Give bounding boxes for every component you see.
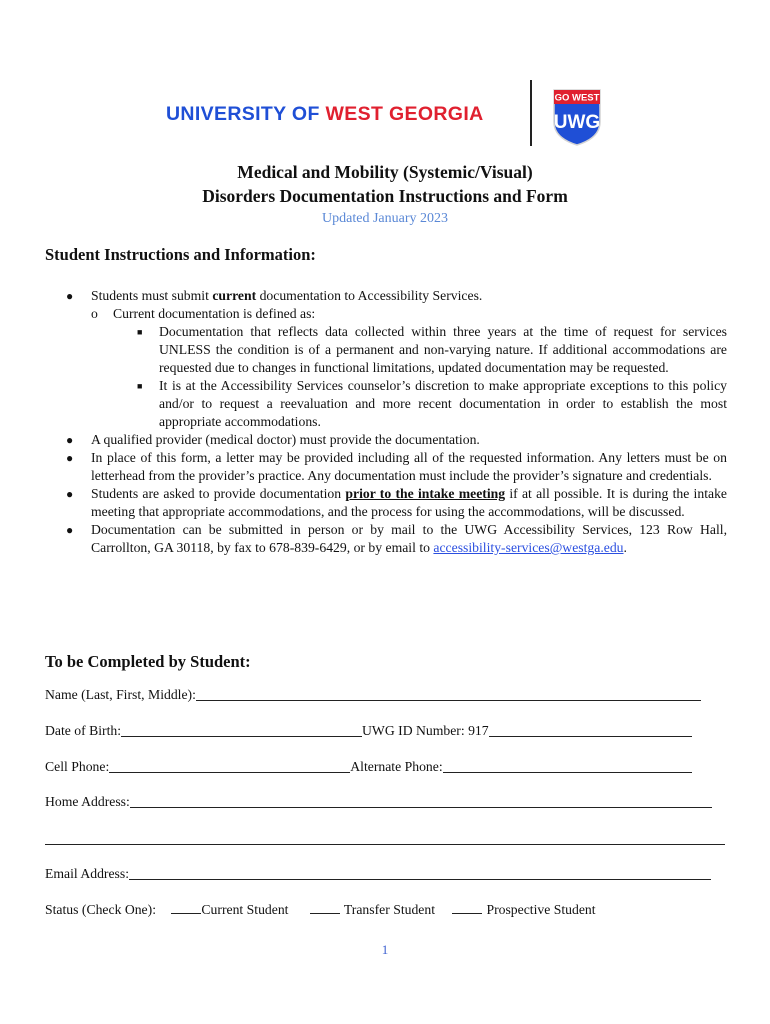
phone-row (45, 759, 692, 775)
home-address-field[interactable] (130, 795, 712, 808)
instruction-subsubitem (135, 323, 727, 377)
bullet-icon: ● (66, 487, 74, 501)
uwg-id-field[interactable] (489, 724, 692, 737)
cell-phone-field[interactable] (109, 760, 350, 773)
logo-banner-text: GO WEST (554, 92, 600, 104)
instruction-emphasis: current (212, 288, 257, 303)
home-address-field-line2[interactable] (45, 832, 725, 845)
alternate-phone-label: Alternate Phone: (350, 759, 443, 774)
form-title-line1: Medical and Mobility (Systemic/Visual) (237, 162, 533, 182)
student-form-heading: To be Completed by Student: (45, 652, 251, 671)
instructions-list (45, 287, 727, 557)
bullet-icon: ● (66, 451, 74, 465)
instruction-item (45, 287, 727, 431)
dob-label: Date of Birth: (45, 723, 122, 738)
instruction-item (45, 431, 727, 449)
status-current-checkbox[interactable] (171, 901, 201, 914)
dob-field[interactable] (121, 724, 362, 737)
instructions-heading: Student Instructions and Information: (45, 245, 316, 264)
status-prospective-checkbox[interactable] (452, 901, 482, 914)
instruction-text: Students must submit (91, 288, 213, 303)
square-bullet-icon: ■ (137, 381, 143, 391)
status-row (45, 901, 596, 918)
instruction-text: In place of this form, a letter may be provided including all of the requested information. Any letters must be on letterhead from the provider’s practice. Any documentation must include the provider’s signature and credentials. (91, 450, 727, 483)
uwg-logo (551, 88, 603, 146)
name-row (45, 687, 701, 703)
alternate-phone-field[interactable] (443, 760, 692, 773)
logo-letters: UWG (553, 112, 601, 133)
email-field[interactable] (129, 867, 711, 880)
wordmark-red: WEST GEORGIA (325, 103, 484, 125)
status-option-current: Current Student (201, 902, 289, 917)
instruction-text: if at all possible. It is during the intake meeting that appropriate accommodations, and the process for using the accommodations, will be discussed. (91, 486, 728, 519)
instruction-subsubtext: It is at the Accessibility Services counselor’s discretion to make appropriate exceptions to this policy and/or to request a reevaluation and more recent documentation in order to establish the most appropriate accommodations. (159, 378, 727, 429)
instruction-text: documentation to Accessibility Services. (256, 288, 483, 303)
page-number: 1 (381, 942, 389, 957)
instruction-text: A qualified provider (medical doctor) must provide the documentation. (91, 432, 480, 447)
status-transfer-checkbox[interactable] (310, 901, 340, 914)
circle-bullet-icon: o (91, 306, 98, 321)
instruction-item (45, 521, 727, 557)
instruction-text: . (623, 540, 627, 555)
updated-date: Updated January 2023 (322, 211, 448, 226)
instruction-subitem (91, 305, 727, 323)
university-wordmark (166, 103, 484, 126)
home-address-label: Home Address: (45, 794, 130, 809)
square-bullet-icon: ■ (137, 327, 143, 337)
uwg-id-label: UWG ID Number: 917 (362, 723, 489, 738)
form-title-line2: Disorders Documentation Instructions and Form (202, 186, 568, 206)
address-row (45, 794, 712, 810)
status-option-transfer: Transfer Student (343, 902, 436, 917)
cell-phone-label: Cell Phone: (45, 759, 110, 774)
instruction-emphasis: prior to the intake meeting (345, 486, 506, 501)
name-field[interactable] (196, 688, 701, 701)
header-divider (530, 80, 532, 146)
address-row-2 (45, 832, 725, 847)
email-link[interactable]: accessibility-services@westga.edu (433, 540, 624, 555)
email-label: Email Address: (45, 866, 130, 881)
email-row (45, 866, 711, 882)
bullet-icon: ● (66, 523, 74, 537)
dob-id-row (45, 723, 692, 739)
instruction-item (45, 449, 727, 485)
instruction-text: Documentation can be submitted in person or by mail to the UWG Accessibility Services, 123 Row Hall, Carrollton, GA 30118, by fax to 678-839-6429, or by email to (91, 522, 727, 555)
instruction-subtext: Current documentation is defined as: (113, 306, 316, 321)
instruction-item (45, 485, 727, 521)
wordmark-blue: UNIVERSITY OF (166, 103, 326, 125)
instruction-subsubitem (135, 377, 727, 431)
name-label: Name (Last, First, Middle): (45, 687, 196, 702)
status-label: Status (Check One): (45, 902, 156, 917)
status-option-prospective: Prospective Student (486, 902, 596, 917)
instruction-text: Students are asked to provide documentation (91, 486, 346, 501)
bullet-icon: ● (66, 289, 74, 303)
instruction-subsubtext: Documentation that reflects data collected within three years at the time of request for services UNLESS the condition is of a permanent and non-varying nature. If additional accommodations are requested due to changes in functional limitations, updated documentation may be requested. (159, 324, 727, 375)
bullet-icon: ● (66, 433, 74, 447)
